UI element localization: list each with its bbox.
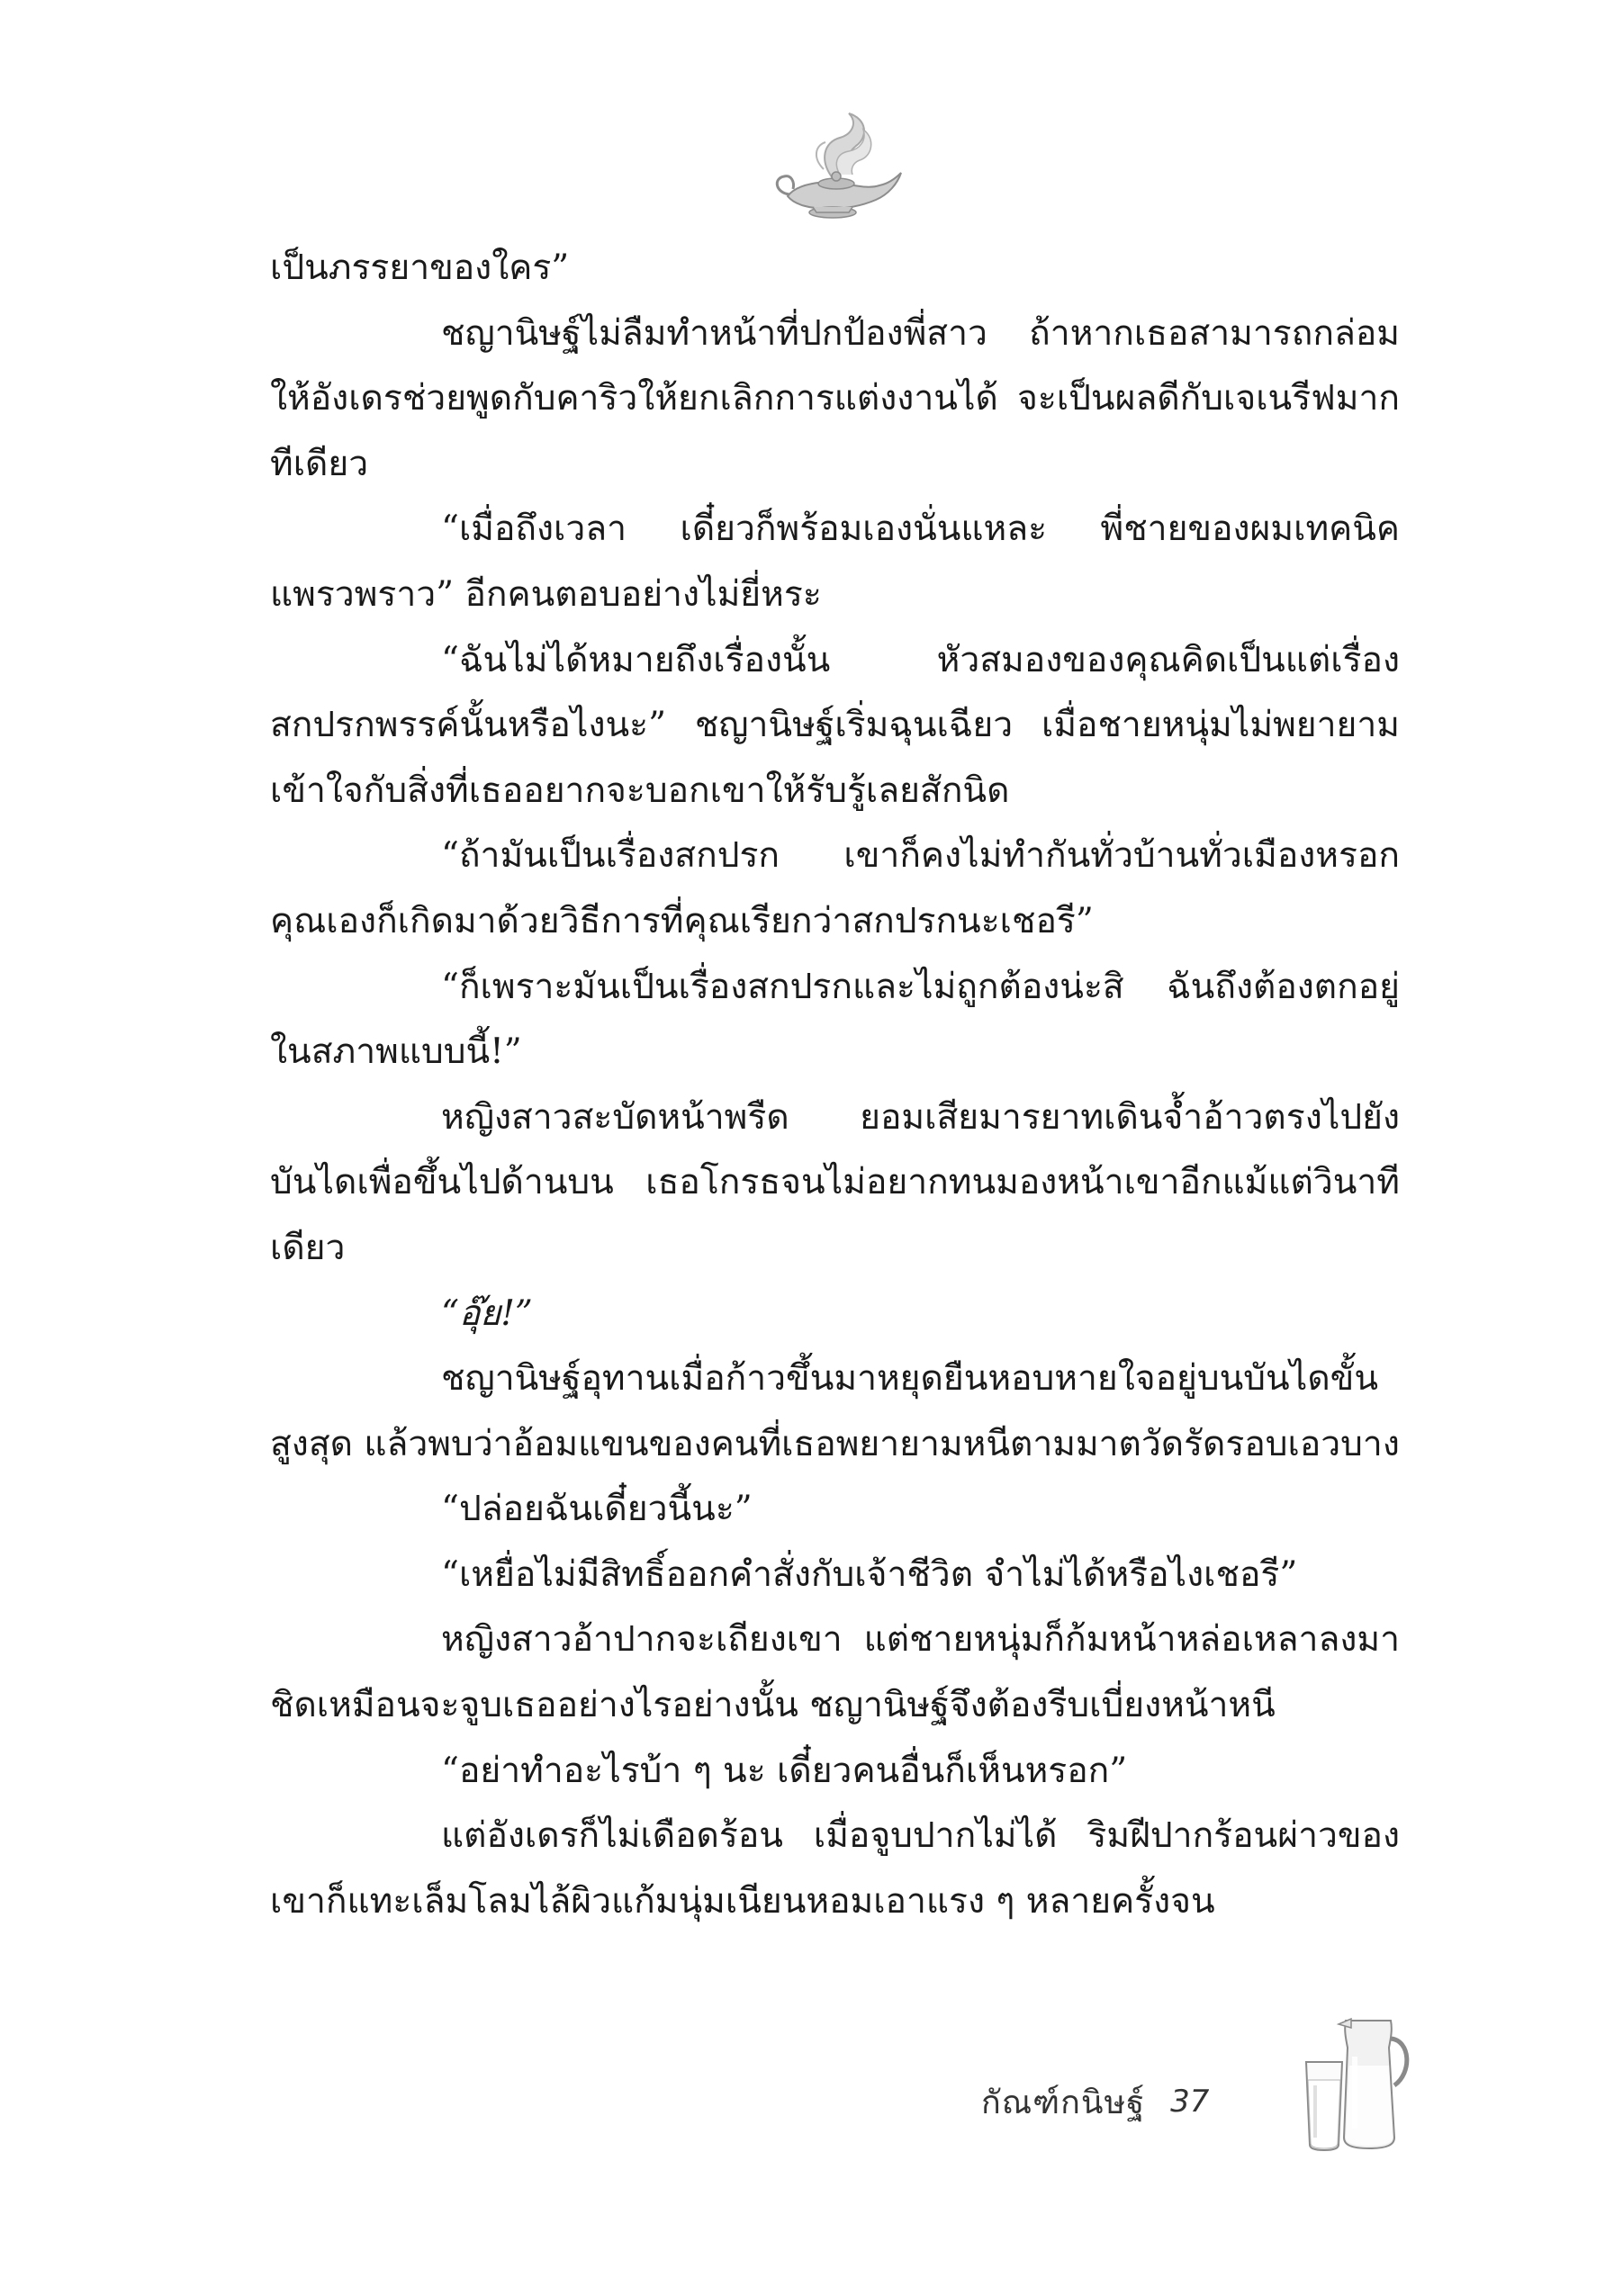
- book-title: กัณฑ์กนิษฐ์: [981, 2084, 1146, 2121]
- paragraph: “ก็เพราะมันเป็นเรื่องสกปรกและไม่ถูกต้องน่ะสิ ฉันถึงต้องตกอยู่ในสภาพแบบนี้!”: [270, 966, 1400, 1073]
- paragraph: ชญานิษฐ์อุทานเมื่อก้าวขึ้นมาหยุดยืนหอบหายใจอยู่บนบันไดขั้นสูงสุด แล้วพบว่าอ้อมแขนของคนที่เธอพยายามหนีตามมาตวัดรัดรอบเอวบาง: [270, 1358, 1400, 1464]
- paragraph: “เมื่อถึงเวลา เดี๋ยวก็พร้อมเองนั่นแหละ พี่ชายของผมเทคนิคแพรวพราว” อีกคนตอบอย่างไม่ยี่หระ: [270, 509, 1400, 615]
- paragraph: ชญานิษฐ์ไม่ลืมทำหน้าที่ปกป้องพี่สาว ถ้าหากเธอสามารถกล่อมให้อังเดรช่วยพูดกับคาริวให้ยกเลิกการแต่งงานได้ จะเป็นผลดีกับเจเนรีฟมากทีเดียว: [270, 312, 1400, 484]
- paragraph: “อุ๊ย!”: [441, 1292, 533, 1334]
- paragraph: “อย่าทำอะไรบ้า ๆ นะ เดี๋ยวคนอื่นก็เห็นหรอก”: [441, 1750, 1128, 1791]
- paragraph: “ถ้ามันเป็นเรื่องสกปรก เขาก็คงไม่ทำกันทั่วบ้านทั่วเมืองหรอก คุณเองก็เกิดมาด้วยวิธีการที่คุณเรียกว่าสกปรกนะเชอรี”: [270, 835, 1400, 941]
- paragraph: หญิงสาวอ้าปากจะเถียงเขา แต่ชายหนุ่มก็ก้มหน้าหล่อเหลาลงมาชิดเหมือนจะจูบเธออย่างไรอย่างนั้น ชญานิษฐ์จึงต้องรีบเบี่ยงหน้าหนี: [270, 1619, 1400, 1726]
- page-footer: [981, 2070, 1209, 2133]
- page-number: 37: [1170, 2084, 1210, 2120]
- paragraph: “ปล่อยฉันเดี๋ยวนี้นะ”: [441, 1489, 753, 1530]
- paragraph: หญิงสาวสะบัดหน้าพรืด ยอมเสียมารยาทเดินจ้ำอ้าวตรงไปยังบันไดเพื่อขึ้นไปด้านบน เธอโกรธจนไม่อยากทนมองหน้าเขาอีกแม้แต่วินาทีเดียว: [270, 1096, 1400, 1268]
- magic-lamp-icon: [770, 106, 905, 232]
- paragraph: แต่อังเดรก็ไม่เดือดร้อน เมื่อจูบปากไม่ได้ ริมฝีปากร้อนผ่าวของเขาก็แทะเล็มโลมไล้ผิวแก้มนุ่มเนียนหอมเอาแรง ๆ หลายครั้งจน: [270, 1815, 1400, 1922]
- paragraph: “เหยื่อไม่มีสิทธิ์ออกคำสั่งกับเจ้าชีวิต จำไม่ได้หรือไงเชอรี”: [441, 1553, 1298, 1595]
- milk-jug-and-glass-icon: [1301, 2003, 1413, 2151]
- body-text: [270, 236, 1400, 1934]
- paragraph: “ฉันไม่ได้หมายถึงเรื่องนั้น หัวสมองของคุณคิดเป็นแต่เรื่องสกปรกพรรค์นั้นหรือไงนะ” ชญานิษฐ์เริ่มฉุนเฉียว เมื่อชายหนุ่มไม่พยายามเข้าใจกับสิ่งที่เธออยากจะบอกเขาให้รับรู้เลยสักนิด: [270, 639, 1400, 811]
- paragraph: เป็นภรรยาของใคร”: [270, 248, 570, 288]
